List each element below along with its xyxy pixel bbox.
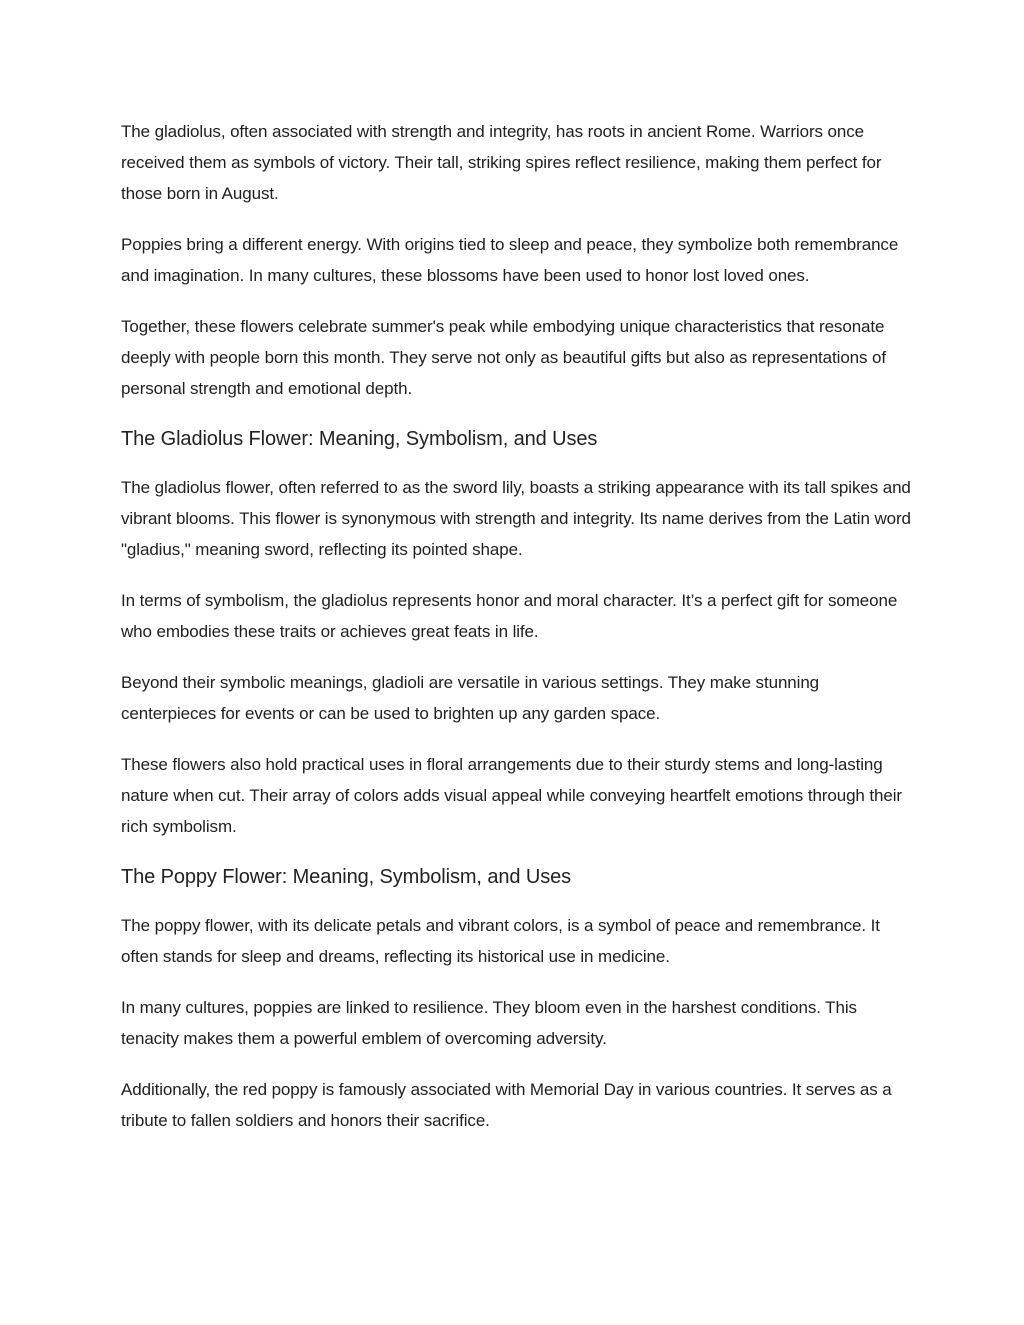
intro-paragraph-2: Poppies bring a different energy. With origins tied to sleep and peace, they symbolize both remembrance and imagination. In many cultures, these blossoms have been used to honor lost loved ones.	[121, 235, 899, 285]
gladiolus-paragraph-2: In terms of symbolism, the gladiolus represents honor and moral character. It’s a perfect gift for someone who embodies these traits or achieves great feats in life.	[121, 591, 898, 641]
poppy-section-heading: The Poppy Flower: Meaning, Symbolism, and Uses	[121, 866, 572, 888]
intro-paragraph-1: The gladiolus, often associated with strength and integrity, has roots in ancient Rome. Warriors once received them as symbols of victory. Their tall, striking spires reflect resilience, making them perfect for those born in August.	[121, 122, 882, 203]
poppy-paragraph-3: Additionally, the red poppy is famously associated with Memorial Day in various countries. It serves as a tribute to fallen soldiers and honors their sacrifice.	[121, 1080, 892, 1130]
poppy-paragraph-2: In many cultures, poppies are linked to resilience. They bloom even in the harshest conditions. This tenacity makes them a powerful emblem of overcoming adversity.	[121, 998, 857, 1048]
poppy-paragraph-1: The poppy flower, with its delicate petals and vibrant colors, is a symbol of peace and remembrance. It often stands for sleep and dreams, reflecting its historical use in medicine.	[121, 916, 880, 966]
gladiolus-paragraph-3: Beyond their symbolic meanings, gladioli are versatile in various settings. They make stunning centerpieces for events or can be used to brighten up any garden space.	[121, 673, 820, 723]
gladiolus-paragraph-1: The gladiolus flower, often referred to as the sword lily, boasts a striking appearance with its tall spikes and vibrant blooms. This flower is synonymous with strength and integrity. Its name derives from the Latin word "gladius," meaning sword, reflecting its pointed shape.	[121, 478, 911, 559]
intro-paragraph-3: Together, these flowers celebrate summer's peak while embodying unique characteristics that resonate deeply with people born this month. They serve not only as beautiful gifts but also as representations of personal strength and emotional depth.	[121, 317, 887, 398]
gladiolus-paragraph-4: These flowers also hold practical uses in floral arrangements due to their sturdy stems and long-lasting nature when cut. Their array of colors adds visual appeal while conveying heartfelt emotions through their rich symbolism.	[121, 755, 902, 836]
gladiolus-section-heading: The Gladiolus Flower: Meaning, Symbolism, and Uses	[121, 428, 598, 450]
document-page	[121, 116, 911, 1156]
